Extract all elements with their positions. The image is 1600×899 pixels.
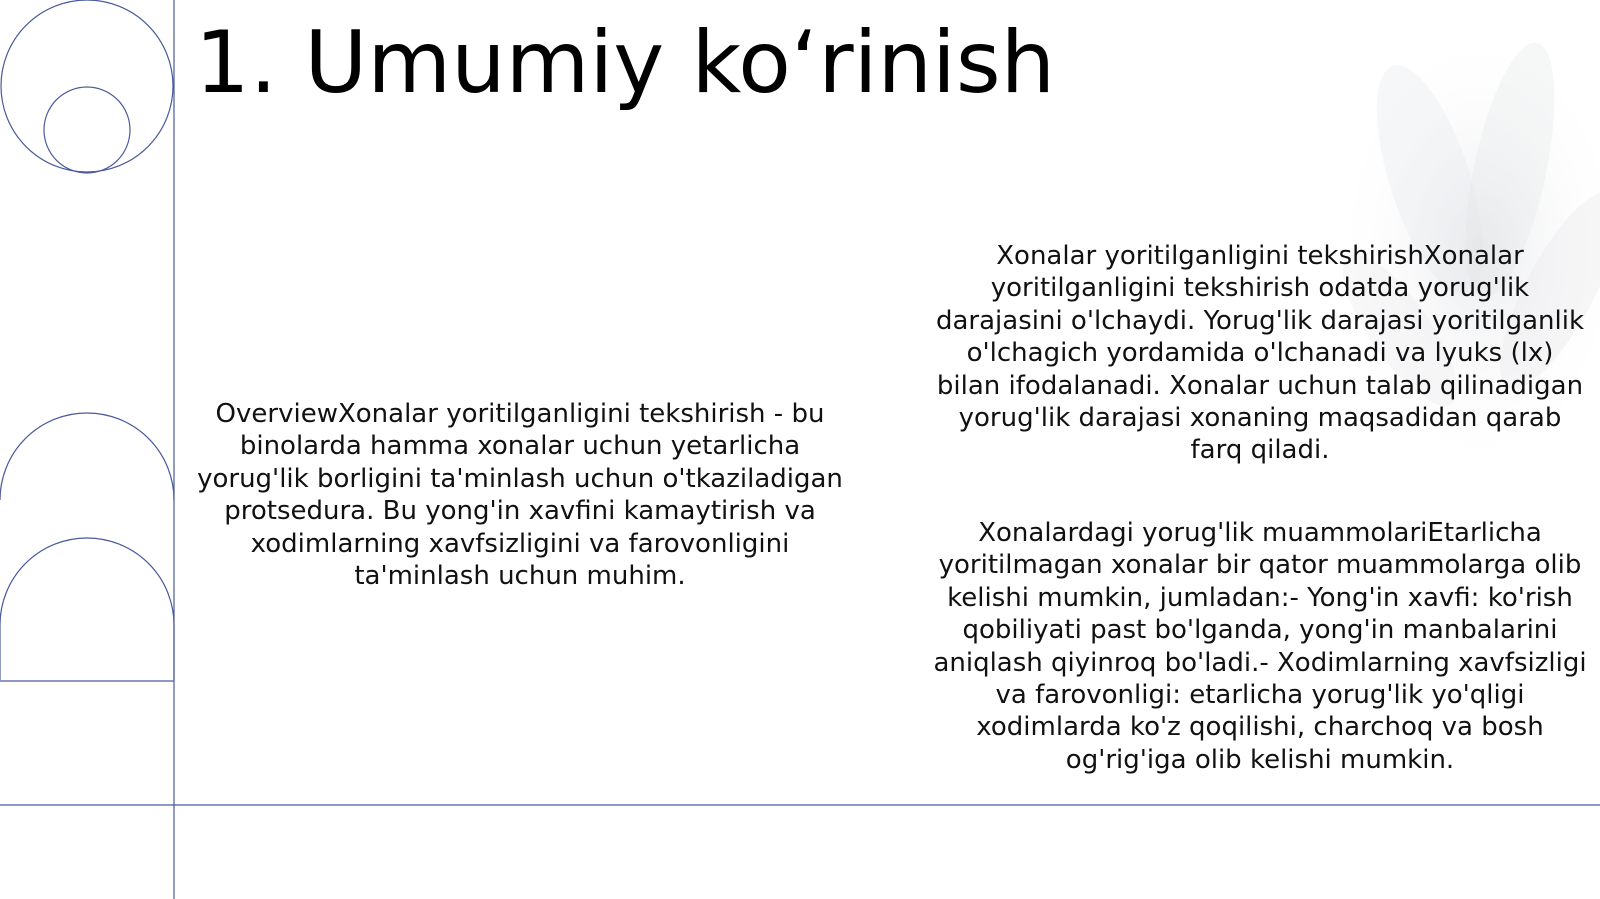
large-circle-shape <box>1 0 173 172</box>
inspection-paragraph: Xonalar yoritilganligini tekshirishXonalar yoritilganligini tekshirish odatda yorug'lik darajasini o'lchaydi. Yorug'lik darajasi yoritilganlik o'lchagich yordamida o'lchanadi va lyuks (lx) bilan ifodalanadi. Xonalar uchun talab qilinadigan yorug'lik darajasi xonaning maqsadidan qarab farq qiladi. <box>935 241 1585 466</box>
small-circle-shape <box>44 87 130 173</box>
slide-title: 1. Umumiy ko‘rinish <box>195 13 1056 113</box>
lower-arch-shape <box>0 538 174 680</box>
upper-arch-shape <box>0 413 174 500</box>
lighting-problems-paragraph: Xonalardagi yorug'lik muammolariEtarlicha yoritilmagan xonalar bir qator muammolarga olib kelishi mumkin, jumladan:- Yong'in xavfi: ko'rish qobiliyati past bo'lganda, yong'in manbalarini aniqlash qiyinroq bo'ladi.- Xodimlarning xavfsizligi va farovonligi: etarlicha yorug'lik yo'qligi xodimlarda ko'z qoqilishi, charchoq va bosh og'rig'iga olib kelishi mumkin. <box>933 518 1587 775</box>
overview-paragraph: OverviewXonalar yoritilganligini tekshirish - bu binolarda hamma xonalar uchun yetarlicha yorug'lik borligini ta'minlash uchun o'tkaziladigan protsedura. Bu yong'in xavfini kamaytirish va xodimlarning xavfsizligini va farovonligini ta'minlash uchun muhim. <box>197 399 843 592</box>
